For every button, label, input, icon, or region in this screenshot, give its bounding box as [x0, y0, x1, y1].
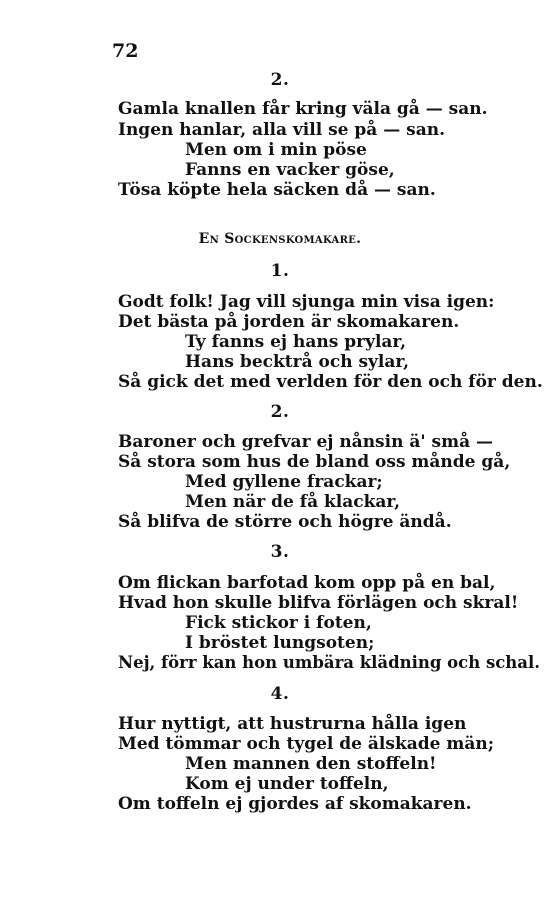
verse-line: Godt folk! Jag vill sjunga min visa igen:	[118, 292, 495, 312]
verse-line: Hvad hon skulle blifva förlägen och skral!	[118, 593, 519, 613]
verse-line: Baroner och grefvar ej nånsin ä' små —	[118, 432, 493, 452]
verse-line: Ingen hanlar, alla vill se på — san.	[118, 120, 446, 140]
verse-line: I bröstet lungsoten;	[185, 633, 375, 653]
verse-line: Om toffeln ej gjordes af skomakaren.	[118, 794, 472, 814]
verse-line: Nej, förr kan hon umbära klädning och schal.	[118, 653, 540, 672]
stanza-heading: 4.	[270, 684, 290, 704]
verse-line: Kom ej under toffeln,	[185, 774, 389, 794]
verse-line: Men när de få klackar,	[185, 492, 401, 512]
verse-line: Det bästa på jorden är skomakaren.	[118, 312, 460, 332]
verse-line: Om flickan barfotad kom opp på en bal,	[118, 573, 496, 593]
verse-line: Gamla knallen får kring väla gå — san.	[118, 99, 488, 119]
verse-line: Så gick det med verlden för den och för den.	[118, 372, 543, 392]
stanza-heading: 2.	[270, 70, 290, 90]
verse-line: Fanns en vacker göse,	[185, 160, 395, 180]
verse-line: Tösa köpte hela säcken då — san.	[118, 180, 436, 200]
verse-line: Hans becktrå och sylar,	[185, 352, 410, 372]
verse-line: Hur nyttigt, att hustrurna hålla igen	[118, 714, 467, 734]
verse-line: Ty fanns ej hans prylar,	[185, 332, 407, 352]
stanza-heading: 2.	[270, 402, 290, 422]
page-number: 72	[112, 40, 139, 62]
verse-line: Så stora som hus de bland oss månde gå,	[118, 452, 511, 472]
verse-line: Fick stickor i foten,	[185, 613, 372, 633]
verse-line: Så blifva de större och högre ändå.	[118, 512, 452, 532]
stanza-heading: 3.	[270, 542, 290, 562]
song-title-text: En Sockenskomakare.	[198, 231, 362, 247]
verse-line: Men mannen den stoffeln!	[185, 754, 437, 774]
verse-line: Med tömmar och tygel de älskade män;	[118, 734, 494, 754]
verse-line: Men om i min pöse	[185, 140, 367, 160]
stanza-heading: 1.	[270, 261, 290, 281]
song-title	[0, 231, 560, 247]
verse-line: Med gyllene frackar;	[185, 472, 383, 492]
